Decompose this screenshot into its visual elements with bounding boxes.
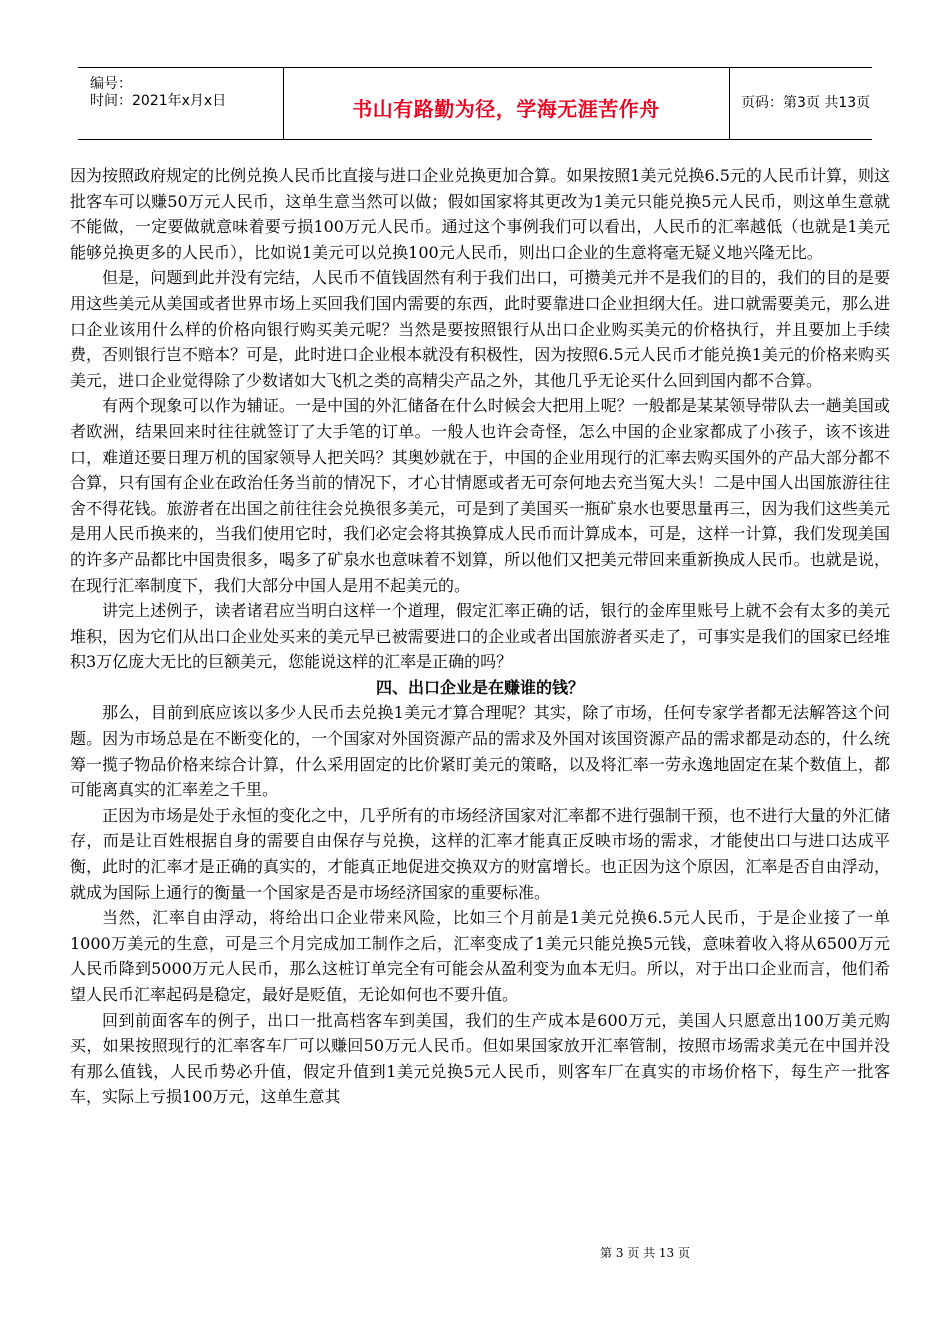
motto: 书山有路勤为径，学海无涯苦作舟 (352, 97, 660, 121)
header-page-cell (729, 68, 872, 139)
paragraph: 因为按照政府规定的比例兑换人民币比直接与进口企业兑换更加合算。如果按照1美元兑换6.5元的人民币计算，则这批客车可以赚50万元人民币，这单生意当然可以做；假如国家将其更改为1美元只能兑换5元人民币，则这单生意就不能做，一定要做就意味着要亏损100万元人民币。通过这个事例我们可以看出，人民币的汇率越低（也就是1美元能够兑换更多的人民币），比如说1美元可以兑换100元人民币，则出口企业的生意将毫无疑义地兴隆无比。 (70, 166, 890, 262)
paragraph: 正因为市场是处于永恒的变化之中，几乎所有的市场经济国家对汇率都不进行强制干预，也不进行大量的外汇储存，而是让百姓根据自身的需要自由保存与兑换，这样的汇率才能真正反映市场的需求，才能使出口与进口达成平衡，此时的汇率才是正确的真实的，才能真正地促进交换双方的财富增长。也正因为这个原因，汇率是否自由浮动，就成为国际上通行的衡量一个国家是否是市场经济国家的重要标准。 (70, 805, 890, 902)
paragraph: 讲完上述例子，读者诸君应当明白这样一个道理，假定汇率正确的话，银行的金库里账号上就不会有太多的美元堆积，因为它们从出口企业处买来的美元早已被需要进口的企业或者出国旅游者买走了，可事实是我们的国家已经堆积3万亿庞大无比的巨额美元，您能说这样的汇率是正确的吗？ (70, 601, 890, 672)
section-heading: 四、出口企业是在赚谁的钱？ (375, 677, 584, 697)
number-label: 编号： (90, 76, 132, 92)
paragraph: 当然，汇率自由浮动，将给出口企业带来风险，比如三个月前是1美元兑换6.5元人民币，于是企业接了一单1000万美元的生意，可是三个月完成加工制作之后，汇率变成了1美元只能兑换5元钱，意味着收入将从6500万元人民币降到5000万元人民币，那么这桩订单完全有可能会从盈利变为血本无归。所以，对于出口企业而言，他们希望人民币汇率起码是稳定，最好是贬值，无论如何也不要升值。 (70, 908, 890, 1004)
header-motto-cell (283, 68, 730, 139)
page-footer (0, 1244, 950, 1261)
page-header (78, 67, 872, 140)
paragraph: 回到前面客车的例子，出口一批高档客车到美国，我们的生产成本是600万元，美国人只愿意出100万美元购买，如果按照现行的汇率客车厂可以赚回50万元人民币。但如果国家放开汇率管制，按照市场需求美元在中国并没有那么值钱，人民币势必升值，假定升值到1美元兑换5元人民币，则客车厂在真实的市场价格下，每生产一批客车，实际上亏损100万元，这单生意其 (70, 1010, 890, 1107)
header-info-cell (78, 68, 284, 139)
page-info: 页码：第3页 共13页 (741, 95, 871, 111)
date-label: 时间：2021年x月x日 (90, 93, 227, 109)
paragraph: 但是，问题到此并没有完结，人民币不值钱固然有利于我们出口，可攒美元并不是我们的目的，我们的目的是要用这些美元从美国或者世界市场上买回我们国内需要的东西，此时要靠进口企业担纲大任。进口就需要美元，那么进口企业该用什么样的价格向银行购买美元呢？当然是要按照银行从出口企业购买美元的价格执行，并且要加上手续费，否则银行岂不赔本？可是，此时进口企业根本就没有积极性，因为按照6.5元人民币才能兑换1美元的价格来购买美元，进口企业觉得除了少数诸如大飞机之类的高精尖产品之外，其他几乎无论买什么回到国内都不合算。 (70, 268, 890, 390)
paragraph: 有两个现象可以作为辅证。一是中国的外汇储备在什么时候会大把用上呢？一般都是某某领导带队去一趟美国或者欧洲，结果回来时往往就签订了大手笔的订单。一般人也许会奇怪，怎么中国的企业家都成了小孩子，该不该进口，难道还要日理万机的国家领导人把关吗？其奥妙就在于，中国的企业用现行的汇率去购买国外的产品大部分都不合算，只有国有企业在政治任务当前的情况下，才心甘情愿或者无可奈何地去充当冤大头！二是中国人出国旅游往往舍不得花钱。旅游者在出国之前往往会兑换很多美元，可是到了美国买一瓶矿泉水也要思量再三，因为我们这些美元是用人民币换来的，当我们使用它时，我们必定会将其换算成人民币而计算成本，可是，这样一计算，我们发现美国的许多产品都比中国贵很多，喝多了矿泉水也意味着不划算，所以他们又把美元带回来重新换成人民币。也就是说，在现行汇率制度下，我们大部分中国人是用不起美元的。 (70, 396, 890, 595)
footer-page-number: 第 3 页 共 13 页 (600, 1246, 690, 1260)
document-body (70, 163, 890, 1110)
paragraph: 那么，目前到底应该以多少人民币去兑换1美元才算合理呢？其实，除了市场，任何专家学者都无法解答这个问题。因为市场总是在不断变化的，一个国家对外国资源产品的需求及外国对该国资源产品的需求都是动态的，什么统筹一揽子物品价格来综合计算，什么采用固定的比价紧盯美元的策略，以及将汇率一劳永逸地固定在某个数值上，都可能离真实的汇率差之千里。 (70, 703, 890, 800)
